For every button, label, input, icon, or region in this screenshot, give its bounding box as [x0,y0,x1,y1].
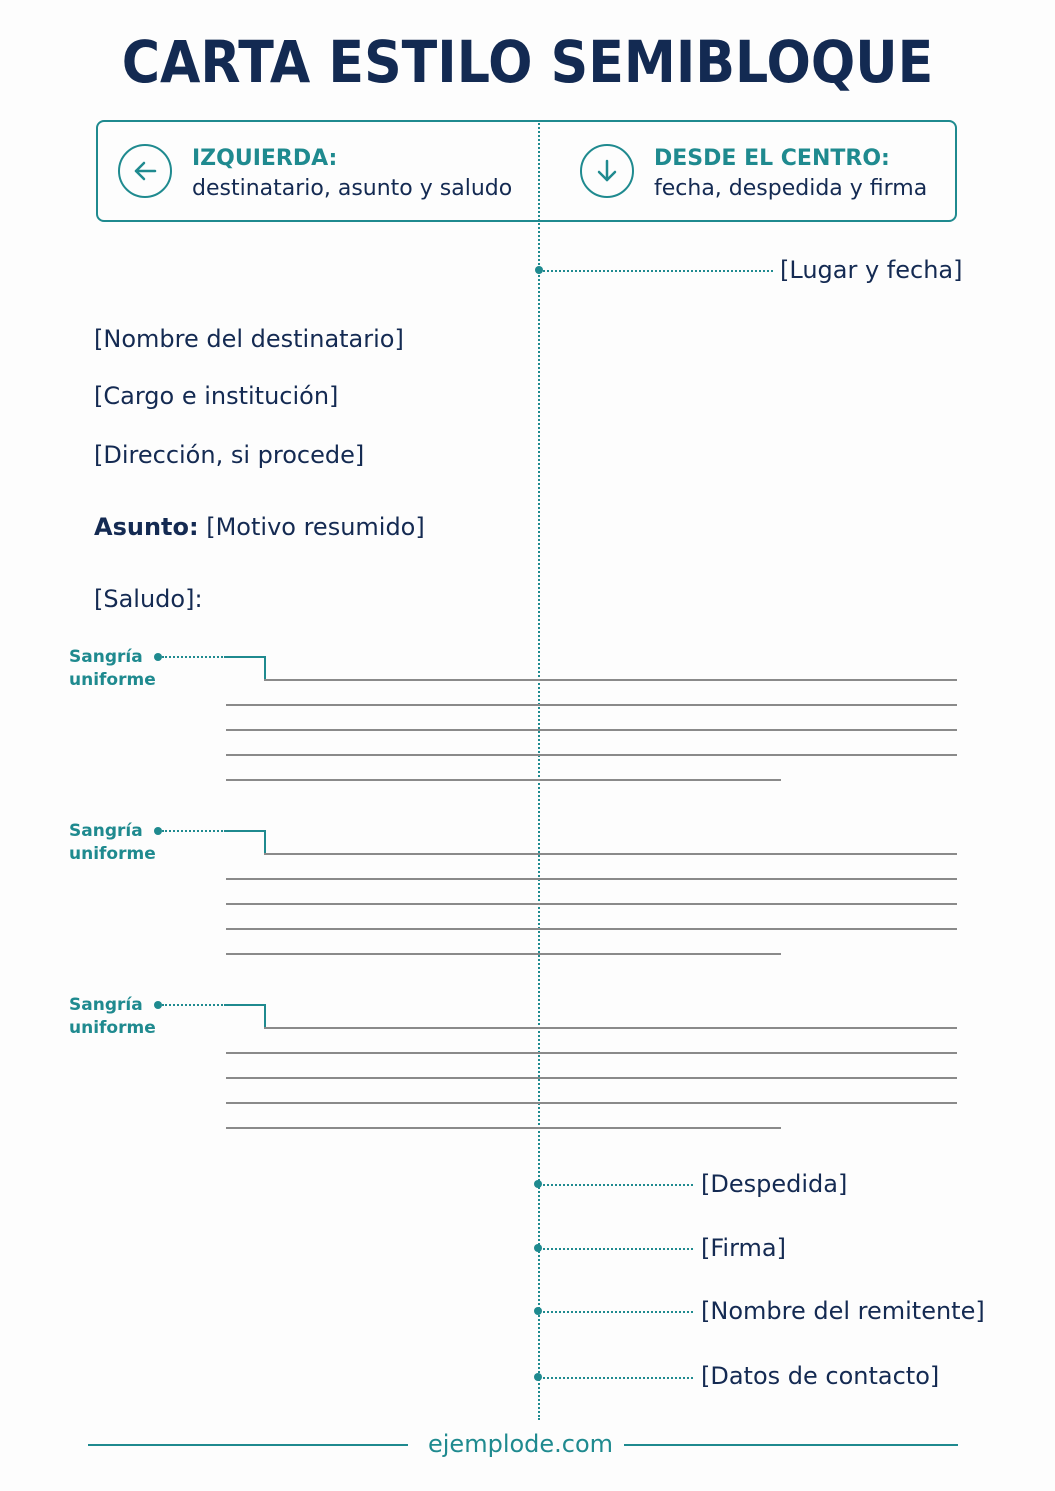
paragraph-line [226,903,957,905]
legend-left-heading: IZQUIERDA: [192,146,338,171]
legend-left-description: destinatario, asunto y saludo [192,176,513,201]
legend-right [580,144,634,198]
indent-label [69,994,156,1040]
indent-dot [154,1001,162,1009]
indent-label-line1: Sangría [69,647,143,667]
page-title: CARTA ESTILO SEMIBLOQUE [121,28,934,96]
arrow-down-icon [580,144,634,198]
guide-dot [534,1180,542,1188]
recipient-position: [Cargo e institución] [94,382,339,410]
paragraph-line [226,1077,957,1079]
paragraph-line [226,1102,957,1104]
paragraph-line [226,928,957,930]
paragraph-line [226,779,781,781]
footer-rule-left [88,1444,408,1446]
indent-leader [162,1004,226,1006]
indent-label-line2: uniforme [69,844,156,864]
guide-dot [534,1244,542,1252]
indent-marker [226,830,266,854]
recipient-name: [Nombre del destinatario] [94,325,404,353]
paragraph-line [226,704,957,706]
guide-dot [534,1307,542,1315]
center-guide-line [538,120,540,1420]
indent-label-line1: Sangría [69,995,143,1015]
recipient-address: [Dirección, si procede] [94,441,365,469]
legend-left [118,144,172,198]
subject-label: Asunto: [94,513,199,541]
indent-label [69,820,156,866]
indent-leader [162,656,226,658]
legend-right-description: fecha, despedida y firma [654,176,928,201]
guide-leader [543,1377,693,1379]
paragraph-line [264,853,957,855]
paragraph-line [226,1127,781,1129]
guide-dot [534,1373,542,1381]
paragraph-line [226,878,957,880]
paragraph-line [264,679,957,681]
signature: [Firma] [701,1234,786,1262]
indent-marker [226,656,266,680]
indent-label-line1: Sangría [69,821,143,841]
legend-box [96,120,957,222]
paragraph-line [226,754,957,756]
sender-name: [Nombre del remitente] [701,1297,985,1325]
legend-right-heading: DESDE EL CENTRO: [654,146,890,171]
indent-label-line2: uniforme [69,670,156,690]
farewell: [Despedida] [701,1170,848,1198]
subject-line [94,513,425,541]
footer-website[interactable]: ejemplode.com [428,1430,614,1458]
subject-value: [Motivo resumido] [206,513,425,541]
indent-marker [226,1004,266,1028]
paragraph-line [226,729,957,731]
guide-dot [535,266,543,274]
paragraph-line [226,953,781,955]
guide-leader [543,1184,693,1186]
indent-leader [162,830,226,832]
place-date: [Lugar y fecha] [780,256,963,284]
contact-details: [Datos de contacto] [701,1362,940,1390]
footer-rule-right [624,1444,958,1446]
indent-dot [154,653,162,661]
guide-leader [543,1311,693,1313]
greeting: [Saludo]: [94,585,203,613]
arrow-left-icon [118,144,172,198]
indent-dot [154,827,162,835]
paragraph-line [264,1027,957,1029]
guide-leader [543,1248,693,1250]
guide-leader [543,270,773,272]
paragraph-line [226,1052,957,1054]
indent-label [69,646,156,692]
indent-label-line2: uniforme [69,1018,156,1038]
